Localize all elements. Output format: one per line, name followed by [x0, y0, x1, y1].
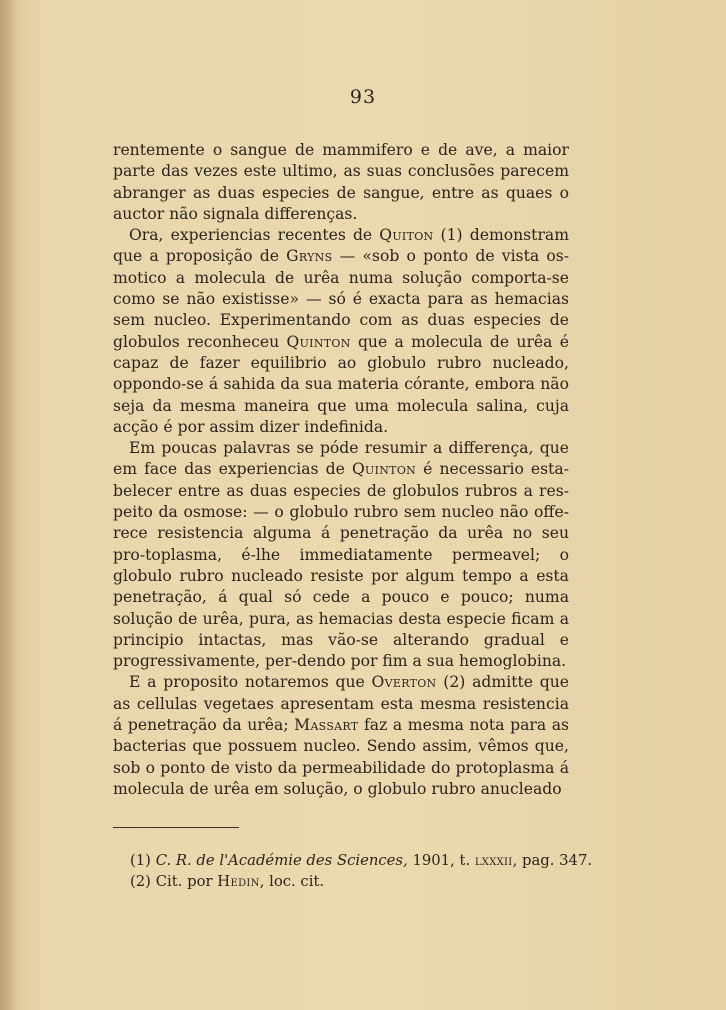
text-line: (2) admitte que — [436, 673, 569, 692]
footnote-text: , loc. cit. — [259, 872, 325, 890]
footnote-2 — [130, 872, 600, 893]
author-name: Quinton — [286, 332, 351, 351]
text-line: á molecula de urêa em solução, o globulo rubro anucleado — [113, 758, 569, 798]
text-line: em face das experiencias de — [113, 460, 352, 479]
text-line: acção é por assim dizer indefinida. — [113, 417, 389, 436]
text-line: motico a molecula de urêa numa solução comporta-se — [113, 268, 569, 287]
footnotes — [130, 851, 600, 892]
text-line: as cellulas vegetaes apresentam esta mesma resistencia á — [113, 694, 569, 735]
paragraph — [113, 672, 569, 800]
text-line: globulos reconheceu — [113, 332, 287, 351]
footnote-text: 1901, t. — [407, 852, 475, 869]
text-line: capaz de fazer equilibrio ao globulo rubro nucleado, — [113, 353, 569, 372]
body-text — [113, 140, 569, 800]
footnote-marker: (1) — [130, 852, 151, 869]
footnote-marker: (2) — [130, 872, 151, 890]
text-line: sem nucleo. Experimentando com as duas especies de — [113, 311, 569, 330]
author-name: Quiton — [379, 226, 434, 245]
text-line: rubro nucleado resiste por algum tempo a esta penetração, — [113, 566, 569, 607]
paragraph — [113, 140, 569, 225]
text-line: parte das vezes este ultimo, as suas conclusões parecem — [113, 162, 569, 181]
text-line: peito da osmose: — o globulo rubro sem nucleo não offe- — [113, 503, 569, 522]
text-line: Em poucas palavras se póde resumir a differença, que — [129, 439, 569, 458]
footnote-text: , pag. 347. — [512, 852, 593, 869]
text-line: é necessario esta- — [416, 460, 569, 479]
text-line: seja da mesma maneira que uma molecula salina, cuja — [113, 396, 569, 415]
text-line: que a proposição de — [113, 247, 287, 266]
text-line: oppondo-se á sahida da sua materia córante, embora não — [113, 375, 569, 394]
text-line: toplasma, é-lhe immediatamente permeavel; o globulo — [113, 545, 569, 585]
paragraph — [113, 438, 569, 672]
text-line: abranger as duas especies de sangue, entre as quaes o — [113, 183, 569, 202]
text-line: rece resistencia alguma á penetração da urêa no seu pro- — [113, 524, 569, 564]
text-line: rentemente o sangue de mammifero e de ave, a maior — [113, 141, 569, 159]
text-line: como se não existisse» — só é exacta para as hemacias — [113, 290, 569, 309]
paragraph — [113, 225, 569, 438]
text-line: belecer entre as duas especies de globulos rubros a res- — [113, 481, 569, 500]
text-line: dendo por fim a sua hemoglobina. — [297, 652, 567, 671]
text-line: Ora, experiencias recentes de — [129, 226, 380, 245]
author-name: Gryns — [286, 247, 333, 266]
text-line: mas vão-se alterando gradual e progressivamente, per- — [113, 630, 569, 671]
text-line: á qual só cede a pouco e pouco; numa solução de urêa, — [113, 588, 569, 628]
author-name: Massart — [294, 716, 359, 735]
footnote-author: Hedin — [217, 872, 260, 890]
footnote-divider — [113, 827, 239, 828]
footnote-citation-title: C. R. de l'Académie des Sciences, — [155, 852, 408, 869]
footnote-text: Cit. por — [155, 872, 218, 890]
footnote-1 — [130, 851, 600, 872]
author-name: Quinton — [351, 460, 417, 479]
author-name: Overton — [371, 673, 437, 692]
text-line: — «sob o ponto de vista os- — [332, 247, 569, 266]
text-line: penetração da urêa; — [127, 716, 295, 735]
page-number: 93 — [349, 86, 377, 108]
text-line: faz a mesma nota para as — [358, 716, 570, 735]
text-line: auctor não signala differenças. — [113, 204, 358, 223]
text-line: que a molecula de urêa é — [350, 332, 569, 351]
text-line: bacterias que possuem nucleo. Sendo assim, vêmos que, — [113, 737, 569, 756]
text-line: pura, as hemacias desta especie ficam a principio intactas, — [113, 609, 569, 649]
text-line: E a proposito notaremos que — [129, 673, 372, 692]
footnote-volume: lxxxii — [474, 852, 513, 869]
text-line: sob o ponto de visto da permeabilidade do protoplasma — [113, 758, 555, 777]
text-line: (1) demonstram — [433, 226, 569, 245]
